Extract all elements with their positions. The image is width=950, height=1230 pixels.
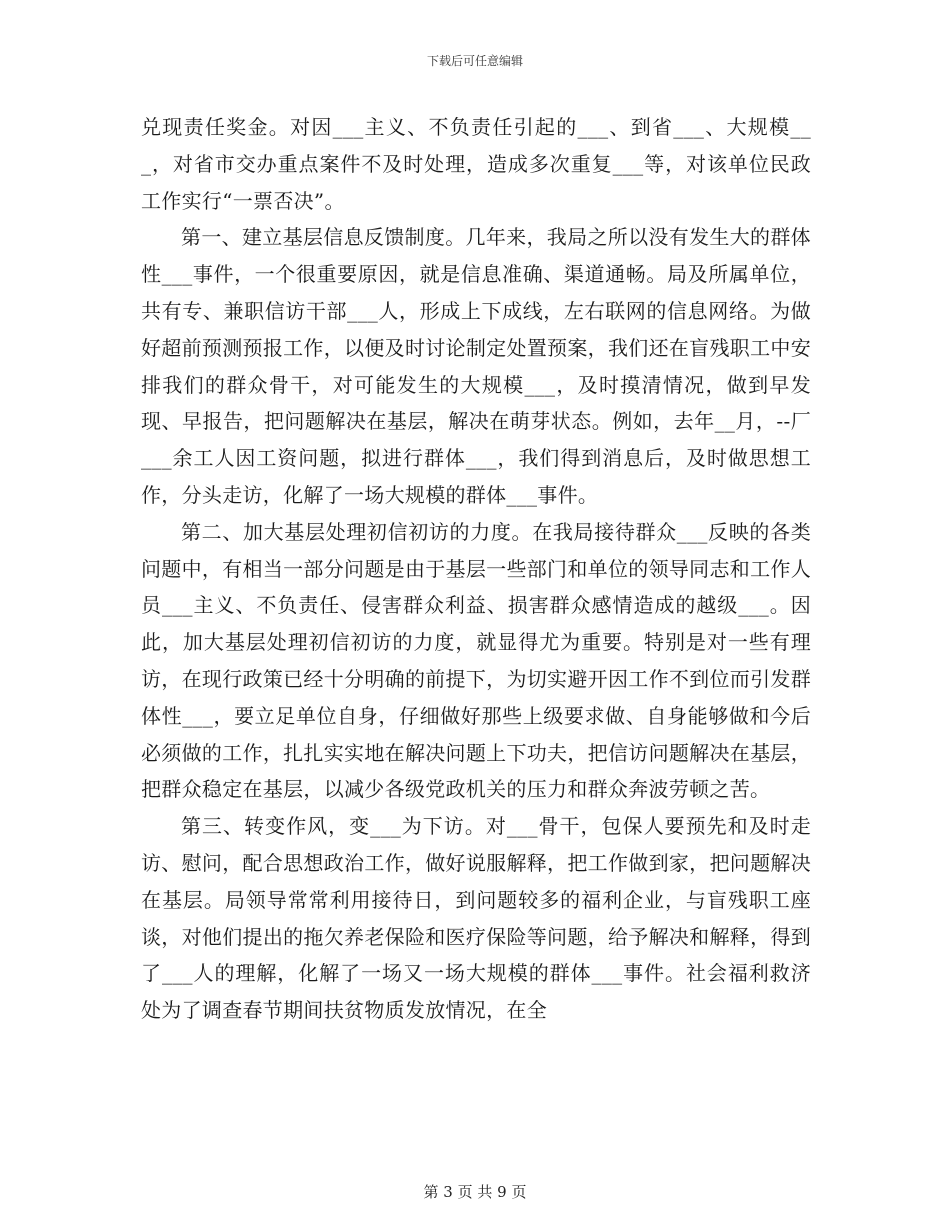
paragraph-1: 兑现责任奖金。对因___主义、不负责任引起的___、到省___、大规模___，对省市交办重点案件不及时处理，造成多次重复___等，对该单位民政工作实行“一票否决”。	[141, 115, 811, 213]
paragraph-2: 第一、建立基层信息反馈制度。几年来，我局之所以没有发生大的群体性___事件，一个很重要原因，就是信息准确、渠道通畅。局及所属单位，共有专、兼职信访干部___人，形成上下成线，左右联网的信息网络。为做好超前预测预报工作，以便及时讨论制定处置预案，我们还在盲残职工中安排我们的群众骨干，对可能发生的大规模___，及时摸清情况，做到早发现、早报告，把问题解决在基层，解决在萌芽状态。例如，去年__月，--厂___余工人因工资问题，拟进行群体___，我们得到消息后，及时做思想工作，分头走访，化解了一场大规模的群体___事件。	[141, 225, 811, 507]
document-body	[141, 109, 811, 1029]
paragraph-4: 第三、转变作风，变___为下访。对___骨干，包保人要预先和及时走访、慰问，配合思想政治工作，做好说服解释，把工作做到家，把问题解决在基层。局领导常常利用接待日，到问题较多的福利企业，与盲残职工座谈，对他们提出的拖欠养老保险和医疗保险等问题，给予解决和解释，得到了___人的理解，化解了一场又一场大规模的群体___事件。社会福利救济处为了调查春节期间扶贫物质发放情况，在全	[141, 814, 811, 1023]
paragraph-3: 第二、加大基层处理初信初访的力度。在我局接待群众___反映的各类问题中，有相当一部分问题是由于基层一些部门和单位的领导同志和工作人员___主义、不负责任、侵害群众利益、损害群众感情造成的越级___。因此，加大基层处理初信初访的力度，就显得尤为重要。特别是对一些有理访，在现行政策已经十分明确的前提下，为切实避开因工作不到位而引发群体性___，要立足单位自身，仔细做好那些上级要求做、自身能够做和今后必须做的工作，扎扎实实地在解决问题上下功夫，把信访问题解决在基层，把群众稳定在基层，以减少各级党政机关的压力和群众奔波劳顿之苦。	[141, 519, 811, 802]
page-number: 第 3 页 共 9 页	[423, 1183, 527, 1201]
page-header-note: 下载后可任意编辑	[426, 54, 523, 68]
